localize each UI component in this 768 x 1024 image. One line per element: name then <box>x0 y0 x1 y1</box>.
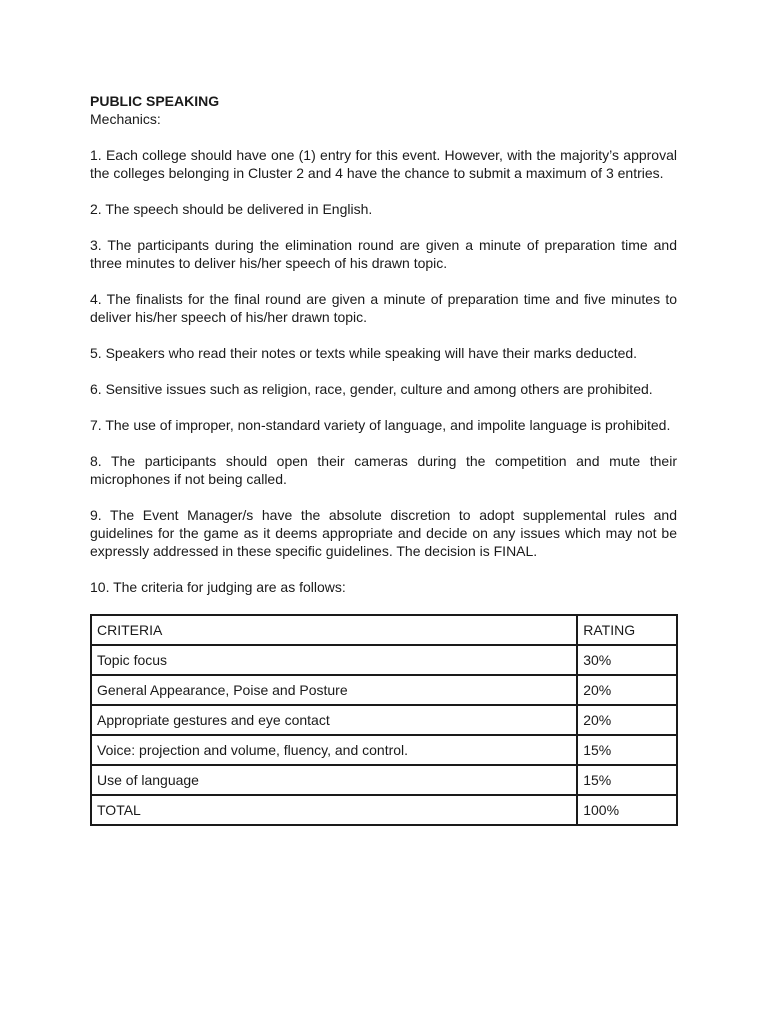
table-row <box>91 735 677 765</box>
criteria-cell: General Appearance, Poise and Posture <box>91 675 577 705</box>
table-row <box>91 705 677 735</box>
header-criteria: CRITERIA <box>91 615 577 645</box>
rule-4: 4. The finalists for the final round are given a minute of preparation time and five minutes to deliver his/her speech of his/her drawn topic. <box>90 291 677 325</box>
document-page <box>90 92 677 826</box>
rule-3: 3. The participants during the elimination round are given a minute of preparation time and three minutes to deliver his/her speech of his drawn topic. <box>90 237 677 271</box>
rule-10: 10. The criteria for judging are as follows: <box>90 579 346 595</box>
rating-cell: 15% <box>577 735 677 765</box>
criteria-table <box>90 614 678 826</box>
table-header-row <box>91 615 677 645</box>
rating-cell: 30% <box>577 645 677 675</box>
table-row <box>91 645 677 675</box>
rule-5: 5. Speakers who read their notes or texts while speaking will have their marks deducted. <box>90 345 638 361</box>
total-label-cell: TOTAL <box>91 795 577 825</box>
table-row <box>91 675 677 705</box>
rating-cell: 15% <box>577 765 677 795</box>
rule-6: 6. Sensitive issues such as religion, race, gender, culture and among others are prohibited. <box>90 381 653 397</box>
table-total-row <box>91 795 677 825</box>
rule-8: 8. The participants should open their cameras during the competition and mute their microphones if not being called. <box>90 453 677 487</box>
rule-2: 2. The speech should be delivered in English. <box>90 201 373 217</box>
document-title: PUBLIC SPEAKING <box>90 93 220 109</box>
table-row <box>91 765 677 795</box>
criteria-cell: Topic focus <box>91 645 577 675</box>
rule-7: 7. The use of improper, non-standard variety of language, and impolite language is prohibited. <box>90 417 671 433</box>
rating-cell: 20% <box>577 675 677 705</box>
header-rating: RATING <box>577 615 677 645</box>
rating-cell: 20% <box>577 705 677 735</box>
criteria-cell: Voice: projection and volume, fluency, and control. <box>91 735 577 765</box>
mechanics-heading: Mechanics: <box>90 111 161 127</box>
criteria-cell: Appropriate gestures and eye contact <box>91 705 577 735</box>
criteria-cell: Use of language <box>91 765 577 795</box>
total-rating-cell: 100% <box>577 795 677 825</box>
rule-1: 1. Each college should have one (1) entry for this event. However, with the majority’s approval the colleges belonging in Cluster 2 and 4 have the chance to submit a maximum of 3 entries. <box>90 147 677 181</box>
rule-9: 9. The Event Manager/s have the absolute discretion to adopt supplemental rules and guidelines for the game as it deems appropriate and decide on any issues which may not be expressly addressed in these specific guidelines. The decision is FINAL. <box>90 507 677 559</box>
